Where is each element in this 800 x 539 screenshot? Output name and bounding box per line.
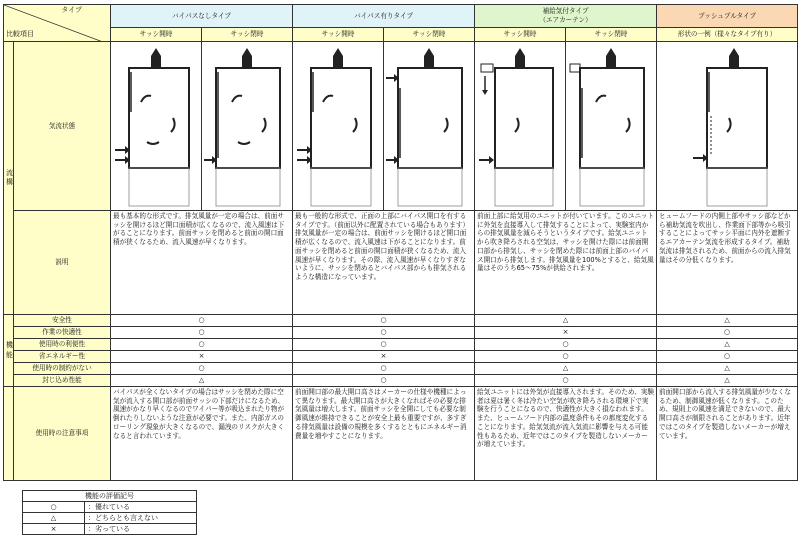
- diagram-supply-closed: [566, 42, 657, 211]
- group-label-function: 機能: [4, 315, 14, 387]
- row-label-comfort: 作業の快適性: [14, 327, 111, 339]
- rating-energy-nobypass: ×: [111, 351, 293, 363]
- subheader-sash-open-supply: サッシ開時: [475, 28, 566, 42]
- column-header-pushpull: プッシュプルタイプ: [657, 5, 798, 28]
- column-header-bypass: バイパス有りタイプ: [293, 5, 475, 28]
- subheader-sash-open-bypass: サッシ開時: [293, 28, 384, 42]
- cautions-bypass: 前面開口部の最大開口高さはメーカーの仕様や機種によって異なります。最大開口高さが大きくなればその必要な排気風量は増大します。前面サッシを全開にしても必要な制御風速が維持できることが安全上最も重要ですが、多すぎる排気風量は設備の規模を多くするとともにエネルギー消費量を増やすことになります。: [293, 387, 475, 481]
- rating-energy-supply: ○: [475, 351, 657, 363]
- diagram-pushpull: [657, 42, 798, 211]
- row-label-containment: 封じ込め性能: [14, 375, 111, 387]
- legend-text-poor: ：劣っている: [85, 524, 197, 535]
- rating-containment-bypass: ○: [293, 375, 475, 387]
- legend-text-neutral: ：どちらとも言えない: [85, 513, 197, 524]
- subheader-sash-closed-nobypass: サッシ閉時: [202, 28, 293, 42]
- group-label-cautions-spacer: [4, 387, 14, 481]
- rating-convenience-supply: ○: [475, 339, 657, 351]
- rating-safety-pushpull: △: [657, 315, 798, 327]
- rating-unrestricted-nobypass: ○: [111, 363, 293, 375]
- rating-safety-nobypass: ○: [111, 315, 293, 327]
- subheader-sash-closed-supply: サッシ閉時: [566, 28, 657, 42]
- rating-safety-supply: △: [475, 315, 657, 327]
- rating-comfort-supply: ×: [475, 327, 657, 339]
- row-label-safety: 安全性: [14, 315, 111, 327]
- legend-symbol-poor: ×: [23, 524, 85, 535]
- explanation-nobypass: 最も基本的な形式です。排気風量が一定の場合は、前面サッシを開けるほど開口面積が広くなるので、流入風速は下がることになります。前面サッシを閉めると前面の開口面積が狭くなるため、流入風速が早くなります。: [111, 211, 293, 315]
- legend-title: 機能の評価記号: [23, 491, 197, 502]
- diagram-bypass-closed: [384, 42, 475, 211]
- rating-energy-pushpull: ○: [657, 351, 798, 363]
- row-label-airflow: 気流状態: [14, 42, 111, 211]
- subheader-sash-open-nobypass: サッシ開時: [111, 28, 202, 42]
- column-header-nobypass: バイパスなしタイプ: [111, 5, 293, 28]
- rating-comfort-pushpull: ○: [657, 327, 798, 339]
- type-label: タイプ: [61, 6, 82, 14]
- rating-convenience-bypass: ○: [293, 339, 475, 351]
- diagram-bypass-open: [293, 42, 384, 211]
- rating-safety-bypass: ○: [293, 315, 475, 327]
- diagram-nobypass-open: [111, 42, 202, 211]
- rating-energy-bypass: ×: [293, 351, 475, 363]
- subheader-sash-closed-bypass: サッシ閉時: [384, 28, 475, 42]
- explanation-pushpull: ヒュームフードの内側上部やサッシ部などから補助気流を吹出し、作業面下部等から吸引することによってサッシ平面に内外を遮断するエアカーテン気流を形成するタイプ。補助気流は排気されるため、前面からの流入排気量はその分低くなります。: [657, 211, 798, 315]
- rating-unrestricted-pushpull: △: [657, 363, 798, 375]
- row-label-explanation: 説明: [14, 211, 111, 315]
- rating-containment-pushpull: △: [657, 375, 798, 387]
- legend-symbol-excellent: ○: [23, 502, 85, 513]
- column-header-supply: [475, 5, 657, 28]
- comparison-table-container: [3, 4, 797, 481]
- cautions-supply: 給気ユニットには外気が直接導入されます。そのため、実験者は夏は暑く冬は冷たい空気が吹き降ろされる環境下で実験を行うことになるので、快適性が大きく損なわれます。また、ヒュームフード内部の温度条件もその都度変化することになります。給気気流が流入気流に影響を与える可能性もあるため、近年ではこのタイプを製造しないメーカーが増えています。: [475, 387, 657, 481]
- rating-convenience-pushpull: △: [657, 339, 798, 351]
- cautions-pushpull: 前面開口部から流入する排気風量が少なくなるため、制御風速が低くなります。このため、規則上の風速を満足できないので、最大開口高さが制限されることがあります。近年ではこのタイプを製造しないメーカーが増えています。: [657, 387, 798, 481]
- diagram-nobypass-closed: [202, 42, 293, 211]
- rating-unrestricted-supply: △: [475, 363, 657, 375]
- rating-comfort-bypass: ○: [293, 327, 475, 339]
- supply-subtitle: （エアカーテン）: [539, 16, 592, 24]
- group-label-flow: 流構: [4, 42, 14, 315]
- header-corner-cell: [4, 5, 111, 42]
- subheader-pushpull-example: 形状の一例（様々なタイプ有り）: [657, 28, 798, 42]
- diagram-supply-open: [475, 42, 566, 211]
- rating-containment-supply: ○: [475, 375, 657, 387]
- supply-title: 補給気付タイプ: [542, 7, 589, 16]
- explanation-supply: 前面上部に給気用のユニットが付いています。このユニットに外気を直接導入して排気することによって、実験室内からの排気風量を減らそうというタイプです。給気ユニットから吹き降ろされる空気は、サッシを開けた際には前面開口部から排気し、サッシを閉めた際には前面上部のバイパス開口から排気します。排気風量を100%とすると、給気風量はそのうち65～75%が供給されます。: [475, 211, 657, 315]
- row-label-convenience: 使用時の利便性: [14, 339, 111, 351]
- rating-unrestricted-bypass: ○: [293, 363, 475, 375]
- explanation-bypass: 最も一般的な形式で、正面の上部にバイパス開口を有するタイプです。（前面以外に配置されている場合もあります）排気風量が一定の場合は、前面サッシを開けるほど開口面積が広くなるので、流入風速は下がることになります。前面サッシを閉めると前面の開口面積が狭くなるため、流入風速が早くなります。その際、流入風速が早くなりすぎないように、サッシを閉めるとバイパス部からも排気されるような構造になっています。: [293, 211, 475, 315]
- rating-convenience-nobypass: ○: [111, 339, 293, 351]
- legend-symbol-neutral: △: [23, 513, 85, 524]
- row-label-energy: 省エネルギー性: [14, 351, 111, 363]
- row-label-cautions: 使用時の注意事項: [14, 387, 111, 481]
- fume-hood-comparison-table: [3, 4, 798, 481]
- legend-text-excellent: ：優れている: [85, 502, 197, 513]
- compare-label: 比較項目: [6, 29, 34, 38]
- rating-containment-nobypass: △: [111, 375, 293, 387]
- cautions-nobypass: バイパスが全くないタイプの場合はサッシを閉めた際に空気が流入する開口部が前面サッシの下部だけになるため、風速がかなり早くなるのでワイパー等が吸込まれたり物が倒れたりしないような注意が必要です。また、内部ガスのローリング現象が大きくなるので、漏洩のリスクが大きくなると言われています。: [111, 387, 293, 481]
- row-label-unrestricted: 使用時の制約がない: [14, 363, 111, 375]
- rating-comfort-nobypass: ○: [111, 327, 293, 339]
- rating-legend: [22, 490, 197, 535]
